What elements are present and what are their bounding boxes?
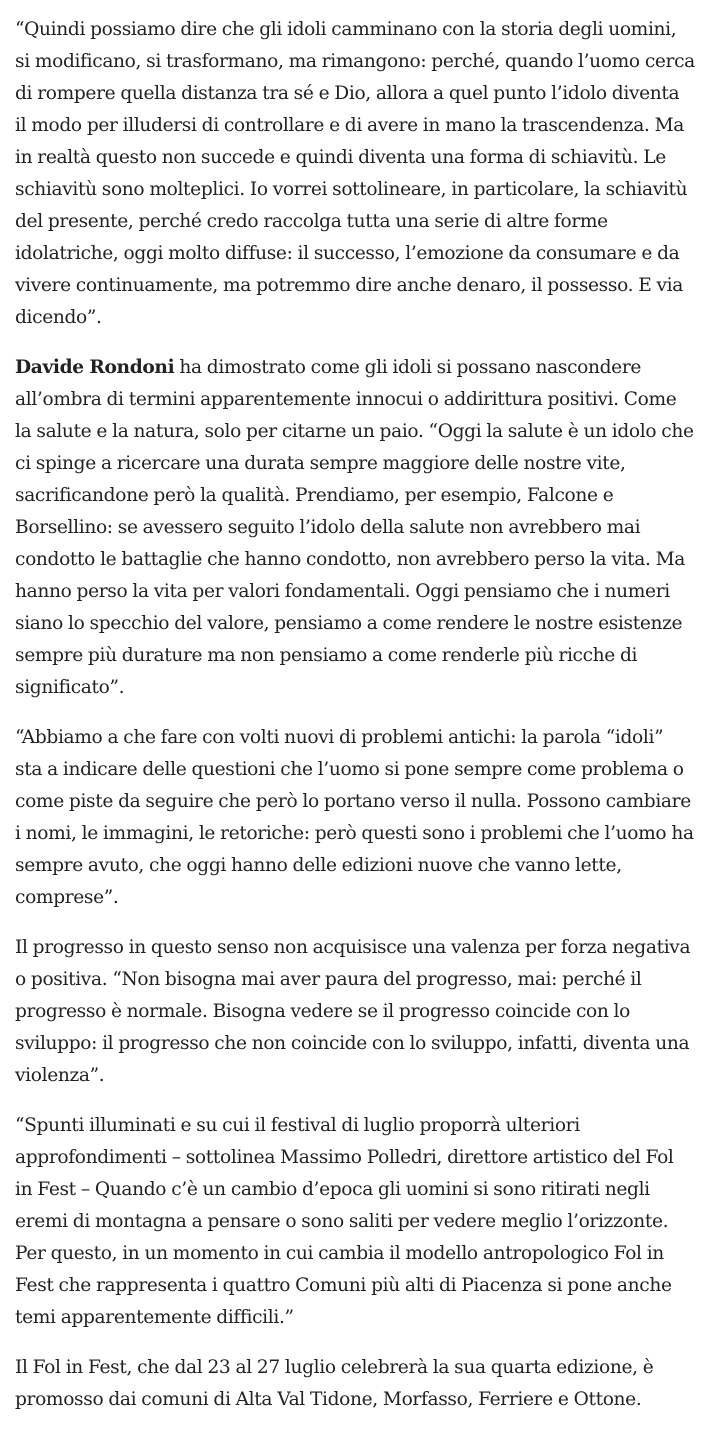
paragraph-6-text: Il Fol in Fest, che dal 23 al 27 luglio celebrerà la sua quarta edizione, è promosso dai comuni di Alta Val Tidone, Morfasso, Ferriere e Ottone. xyxy=(15,1357,654,1410)
article-body xyxy=(15,14,695,1434)
paragraph-2-text: ha dimostrato come gli idoli si possano nascondere all’ombra di termini apparentemente innocui o addirittura positivi. Come la salute e la natura, solo per citarne un paio. “Oggi la salute è un idolo che ci spinge a ricercare una durata sempre maggiore delle nostre vite, sacrificandone però la qualità. Prendiamo, per esempio, Falcone e Borsellino: se avessero seguito l’idolo della salute non avrebbero mai condotto le battaglie che hanno condotto, non avrebbero perso la vita. Ma hanno perso la vita per valori fondamentali. Oggi pensiamo che i numeri siano lo specchio del valore, pensiamo a come rendere le nostre esistenze sempre più durature ma non pensiamo a come renderle più ricche di significato”. xyxy=(15,357,694,698)
paragraph-3-text: “Abbiamo a che fare con volti nuovi di problemi antichi: la parola “idoli” sta a indicare delle questioni che l’uomo si pone sempre come problema o come piste da seguire che però lo portano verso il nulla. Possono cambiare i nomi, le immagini, le retoriche: però questi sono i problemi che l’uomo ha sempre avuto, che oggi hanno delle edizioni nuove che vanno lette, comprese”. xyxy=(15,727,694,908)
paragraph-5-text: “Spunti illuminati e su cui il festival di luglio proporrà ulteriori approfondimenti – sottolinea Massimo Polledri, direttore artistico del Fol in Fest – Quando c’è un cambio d’epoca gli uomini si sono ritirati negli eremi di montagna a pensare o sono saliti per vedere meglio l’orizzonte. Per questo, in un momento in cui cambia il modello antropologico Fol in Fest che rappresenta i quattro Comuni più alti di Piacenza si pone anche temi apparentemente difficili.” xyxy=(15,1115,674,1328)
article-paragraph-3 xyxy=(15,722,695,914)
paragraph-4-text: Il progresso in questo senso non acquisisce una valenza per forza negativa o positiva. “Non bisogna mai aver paura del progresso, mai: perché il progresso è normale. Bisogna vedere se il progresso coincide con lo sviluppo: il progresso che non coincide con lo sviluppo, infatti, diventa una violenza”. xyxy=(15,937,691,1086)
article-paragraph-5 xyxy=(15,1110,695,1334)
paragraph-1-text: “Quindi possiamo dire che gli idoli camminano con la storia degli uomini, si modificano, si trasformano, ma rimangono: perché, quando l’uomo cerca di rompere quella distanza tra sé e Dio, allora a quel punto l’idolo diventa il modo per illudersi di controllare e di avere in mano la trascendenza. Ma in realtà questo non succede e quindi diventa una forma di schiavitù. Le schiavitù sono molteplici. Io vorrei sottolineare, in particolare, la schiavitù del presente, perché credo raccolga tutta una serie di altre forme idolatriche, oggi molto diffuse: il successo, l’emozione da consumare e da vivere continuamente, ma potremmo dire anche denaro, il possesso. E via dicendo”. xyxy=(15,19,695,328)
article-paragraph-1 xyxy=(15,14,695,334)
article-paragraph-4 xyxy=(15,932,695,1092)
person-name-davide-rondoni: Davide Rondoni xyxy=(15,357,175,378)
article-paragraph-6 xyxy=(15,1352,695,1416)
article-paragraph-2 xyxy=(15,352,695,704)
